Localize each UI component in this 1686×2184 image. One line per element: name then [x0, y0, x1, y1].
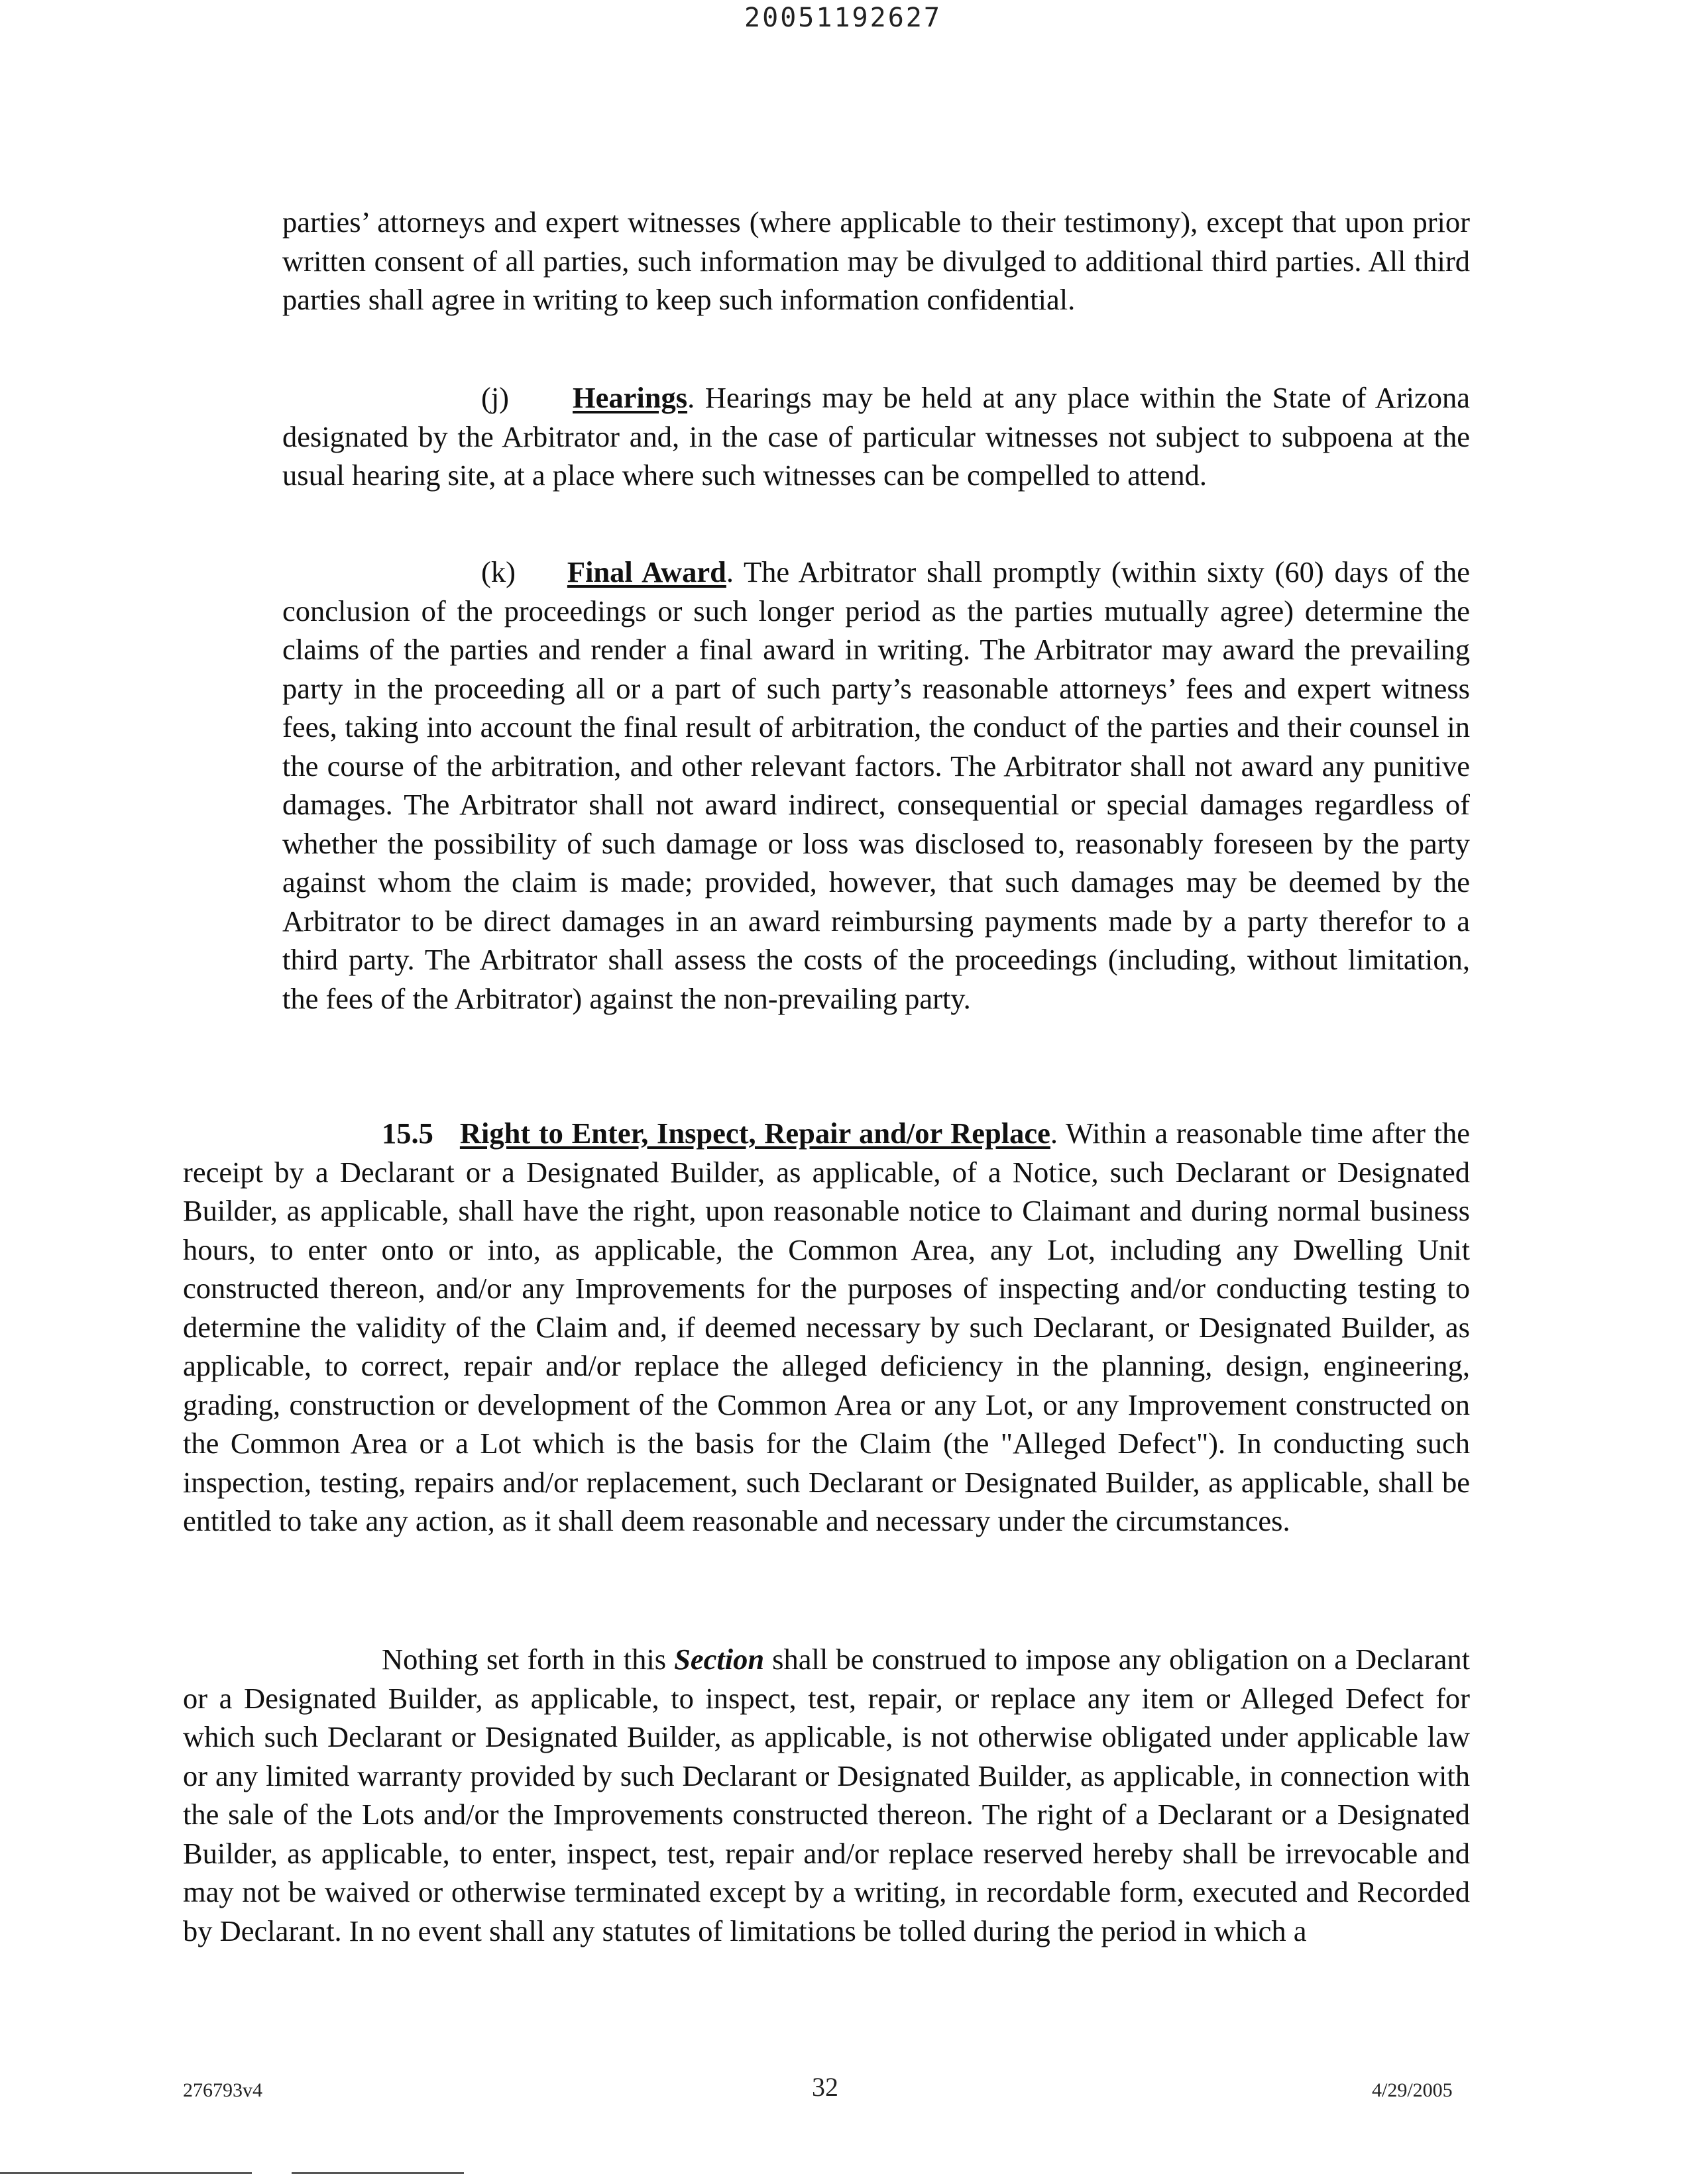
paragraph-text: Hearings may be held at any place within the State of Arizona designated by the Arbitrator and, in the case of particular witnesses not subject to subpoena at the usual hearing site, at a place where such witnesses can be compelled to attend. [282, 381, 1470, 492]
section-heading-right-to-enter: Right to Enter, Inspect, Repair and/or Replace [459, 1117, 1050, 1150]
paragraph-continuation [282, 203, 1470, 319]
paragraph-text-before: Nothing set forth in this [382, 1643, 675, 1676]
paragraph-marker: (j) [481, 381, 510, 414]
paragraph-text: The Arbitrator shall promptly (within sixty (60) days of the conclusion of the proceedings or such longer period as the parties mutually agree) determine the claims of the parties and render a final award in writing. The Arbitrator may award the prevailing party in the proceeding all or a part of such party’s reasonable attorneys’ fees and expert witness fees, taking into account the final result of arbitration, the conduct of the parties and their counsel in the course of the arbitration, and other relevant factors. The Arbitrator shall not award any punitive damages. The Arbitrator shall not award indirect, consequential or special damages regardless of whether the possibility of such damage or loss was disclosed to, reasonably foreseen by the party against whom the claim is made; provided, however, that such damages may be deemed by the Arbitrator to be direct damages in an award reimbursing payments made by a party therefor to a third party. The Arbitrator shall assess the costs of the proceedings (including, without limitation, the fees of the Arbitrator) against the non-prevailing party. [282, 555, 1470, 1015]
paragraph-text-after: shall be construed to impose any obligation on a Declarant or a Designated Builder, as applicable, to inspect, test, repair, or replace any item or Alleged Defect for which such Declarant or Designated Builder, as applicable, is not otherwise obligated under applicable law or any limited warranty provided by such Declarant or Designated Builder, as applicable, in connection with the sale of the Lots and/or the Improvements constructed thereon. The right of a Declarant or a Designated Builder, as applicable, to enter, inspect, test, repair and/or replace reserved hereby shall be irrevocable and may not be waived or otherwise terminated except by a writing, in recordable form, executed and Recorded by Declarant. In no event shall any statutes of limitations be tolled during the period in which a [183, 1643, 1470, 1947]
page-number: 32 [812, 2072, 838, 2102]
section-emphasis: Section [674, 1643, 765, 1676]
paragraph-text: Within a reasonable time after the receipt by a Declarant or a Designated Builder, as applicable, of a Notice, such Declarant or Designated Builder, as applicable, shall have the right, upon reasonable notice to Claimant and during normal business hours, to enter onto or into, as applicable, the Common Area, any Lot, including any Dwelling Unit constructed thereon, and/or any Improvements for the purposes of inspecting and/or conducting testing to determine the validity of the Claim and, if deemed necessary by such Declarant, or Designated Builder, as applicable, to correct, repair and/or replace the alleged deficiency in the planning, design, engineering, grading, construction or development of the Common Area or any Lot, or any Improvement constructed on the Common Area or a Lot which is the basis for the Claim (the "Alleged Defect"). In conducting such inspection, testing, repairs and/or replacement, such Declarant or Designated Builder, as applicable, shall be entitled to take any action, as it shall deem reasonable and necessary under the circumstances. [183, 1117, 1470, 1537]
paragraph-section-15-5: 15.5 Right to Enter, Inspect, Repair and/or Replace. Within a reasonable time after the receipt by a Declarant or a Designated Builder, as applicable, of a Notice, such Declarant or Designated Builder, as applicable, shall have the right, upon reasonable notice to Claimant and during normal business hours, to enter onto or into, as applicable, the Common Area, any Lot, including any Dwelling Unit constructed thereon, and/or any Improvements for the purposes of inspecting and/or conducting testing to determine the validity of the Claim and, if deemed necessary by such Declarant, or Designated Builder, as applicable, to correct, repair and/or replace the alleged deficiency in the planning, design, engineering, grading, construction or development of the Common Area or any Lot, or any Improvement constructed on the Common Area or a Lot which is the basis for the Claim (the "Alleged Defect"). In conducting such inspection, testing, repairs and/or replacement, such Declarant or Designated Builder, as applicable, shall be entitled to take any action, as it shall deem reasonable and necessary under the circumstances. [183, 1117, 1470, 1537]
recording-number: 20051192627 [744, 3, 942, 33]
footer-date: 4/29/2005 [1372, 2079, 1453, 2101]
footer-doc-id: 276793v4 [183, 2079, 262, 2101]
scan-edge-line [292, 2172, 464, 2174]
section-heading-hearings: Hearings [573, 381, 688, 414]
paragraph-final-award: (k) Final Award. The Arbitrator shall promptly (within sixty (60) days of the conclusion of the proceedings or such longer period as the parties mutually agree) determine the claims of the parties and render a final award in writing. The Arbitrator may award the prevailing party in the proceeding all or a part of such party’s reasonable attorneys’ fees and expert witness fees, taking into account the final result of arbitration, the conduct of the parties and their counsel in the course of the arbitration, and other relevant factors. The Arbitrator shall not award any punitive damages. The Arbitrator shall not award indirect, consequential or special damages regardless of whether the possibility of such damage or loss was disclosed to, reasonably foreseen by the party against whom the claim is made; provided, however, that such damages may be deemed by the Arbitrator to be direct damages in an award reimbursing payments made by a party therefor to a third party. The Arbitrator shall assess the costs of the proceedings (including, without limitation, the fees of the Arbitrator) against the non-prevailing party. [282, 555, 1470, 1015]
section-number: 15.5 [382, 1117, 433, 1150]
section-heading-final-award: Final Award [567, 555, 726, 588]
paragraph-nothing-set-forth [183, 1640, 1470, 1950]
paragraph-text: parties’ attorneys and expert witnesses (where applicable to their testimony), except that upon prior written consent of all parties, such information may be divulged to additional third parties. All third parties shall agree in writing to keep such information confidential. [282, 205, 1470, 316]
paragraph-marker: (k) [481, 555, 516, 588]
scan-edge-line [0, 2172, 252, 2174]
paragraph-hearings: (j) Hearings. Hearings may be held at any place within the State of Arizona designated by the Arbitrator and, in the case of particular witnesses not subject to subpoena at the usual hearing site, at a place where such witnesses can be compelled to attend. [282, 381, 1470, 492]
